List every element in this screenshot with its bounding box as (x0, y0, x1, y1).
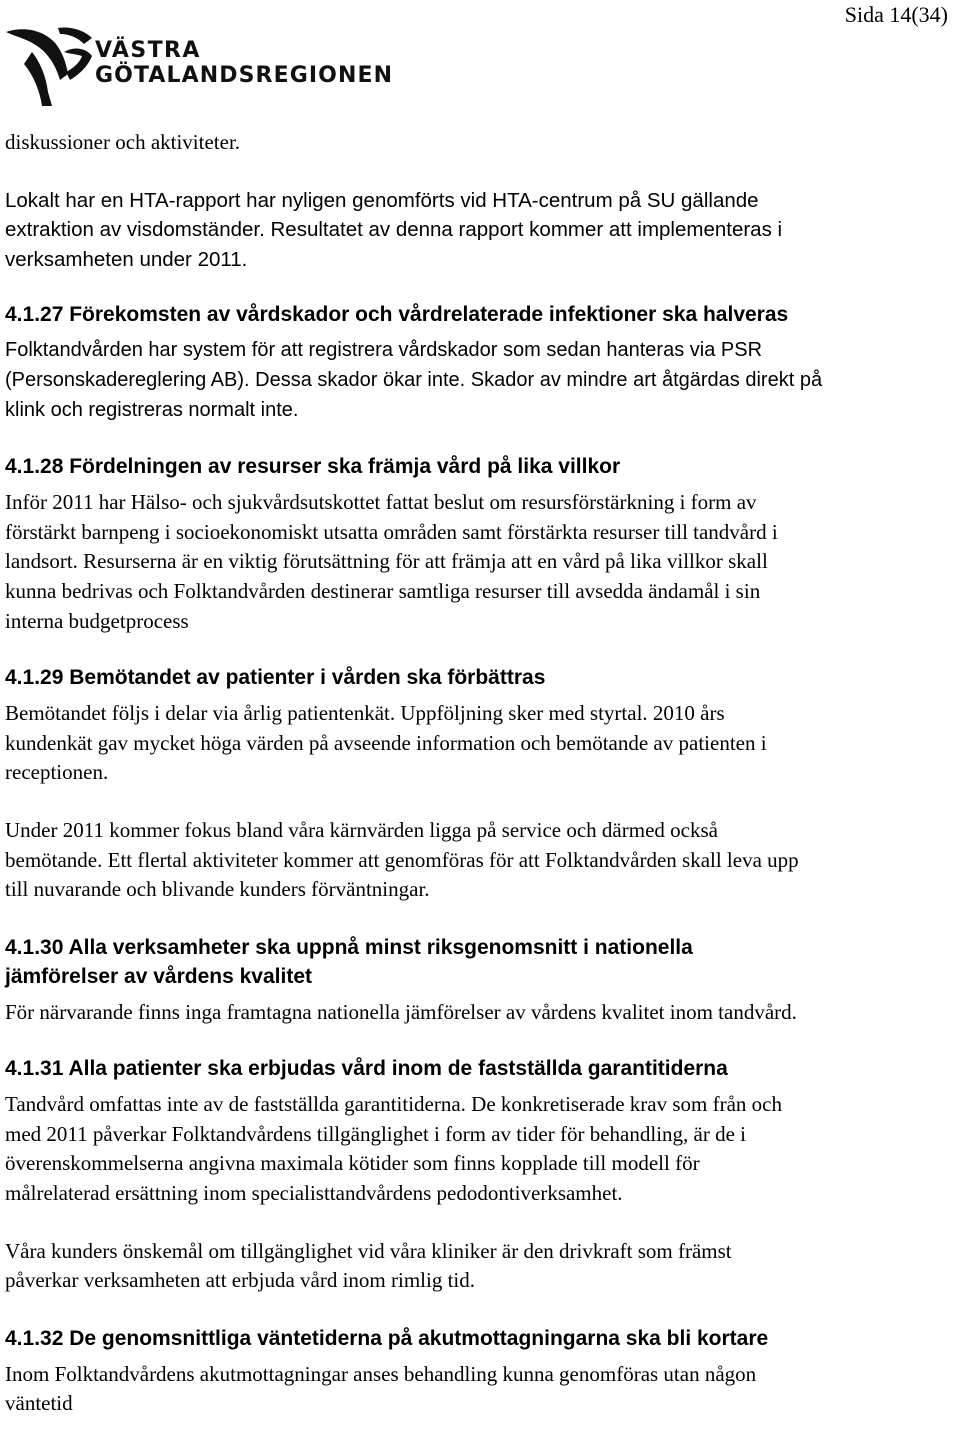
paragraph: diskussioner och aktiviteter. (5, 130, 241, 154)
section-heading-4-1-30: 4.1.30 Alla verksamheter ska uppnå minst riksgenomsnitt i nationella jämförelser av vårdens kvalitet (5, 935, 693, 988)
section-heading-4-1-28: 4.1.28 Fördelningen av resurser ska främja vård på lika villkor (5, 455, 621, 479)
paragraph: För närvarande finns inga framtagna nationella jämförelser av vårdens kvalitet inom tandvård. (5, 999, 797, 1024)
section-heading-4-1-29: 4.1.29 Bemötandet av patienter i vården ska förbättras (5, 666, 546, 690)
paragraph: Under 2011 kommer fokus bland våra kärnvärden ligga på service och därmed också bemötande. Ett flertal aktiviteter kommer att genomföras för att Folktandvården skall leva upp till nuvarande och blivande kunders förväntningar. (5, 817, 799, 902)
paragraph: Tandvård omfattas inte av de fastställda garantitiderna. De konkretiserade krav som från och med 2011 påverkar Folktandvårdens tillgänglighet i form av tider för behandling, är de i överenskommelserna angivna maximala kötider som finns kopplade till modell för målrelaterad ersättning inom specialisttandvårdens pedodontiverksamhet. (5, 1092, 782, 1206)
section-heading-4-1-32: 4.1.32 De genomsnittliga väntetiderna på akutmottagningarna ska bli kortare (5, 1326, 769, 1350)
paragraph: Inom Folktandvårdens akutmottagningar anses behandling kunna genomföras utan någon väntetid (5, 1361, 757, 1416)
logo-wordmark-line2: GÖTALANDSREGIONEN (95, 63, 394, 88)
organization-logo (4, 22, 394, 108)
paragraph: Inför 2011 har Hälso- och sjukvårdsutskottet fattat beslut om resursförstärkning i form av förstärkt barnpeng i socioekonomiskt utsatta områden samt förstärkta resurser till tandvård i landsort. Resurserna är en viktig förutsättning för att främja att en vård på lika villkor skall kunna bedrivas och Folktandvården destinerar samtliga resurser till avsedda ändamål i sin interna budgetprocess (5, 490, 778, 633)
vastra-gotalandsregionen-logo-icon (4, 22, 94, 108)
logo-wordmark-line1: VÄSTRA (95, 38, 201, 63)
document-body (5, 128, 960, 1419)
paragraph: Våra kunders önskemål om tillgänglighet vid våra kliniker är den drivkraft som främst påverkar verksamheten att erbjuda vård inom rimlig tid. (5, 1238, 732, 1293)
paragraph: Lokalt har en HTA-rapport har nyligen genomförts vid HTA-centrum på SU gällande extraktion av visdomständer. Resultatet av denna rapport kommer att implementeras i verksamheten under 2011. (5, 188, 783, 271)
section-heading-4-1-27: 4.1.27 Förekomsten av vårdskador och vårdrelaterade infektioner ska halveras (5, 303, 789, 327)
paragraph: Folktandvården har system för att registrera vårdskador som sedan hanteras via PSR (Personskadereglering AB). Dessa skador ökar inte. Skador av mindre art åtgärdas direkt på klink och registreras normalt inte. (5, 339, 823, 421)
page-number: Sida 14(34) (844, 2, 948, 27)
section-heading-4-1-31: 4.1.31 Alla patienter ska erbjudas vård inom de fastställda garantitiderna (5, 1057, 728, 1081)
paragraph: Bemötandet följs i delar via årlig patientenkät. Uppföljning sker med styrtal. 2010 års kundenkät gav mycket höga värden på avseende information och bemötande av patienten i receptionen. (5, 701, 767, 785)
